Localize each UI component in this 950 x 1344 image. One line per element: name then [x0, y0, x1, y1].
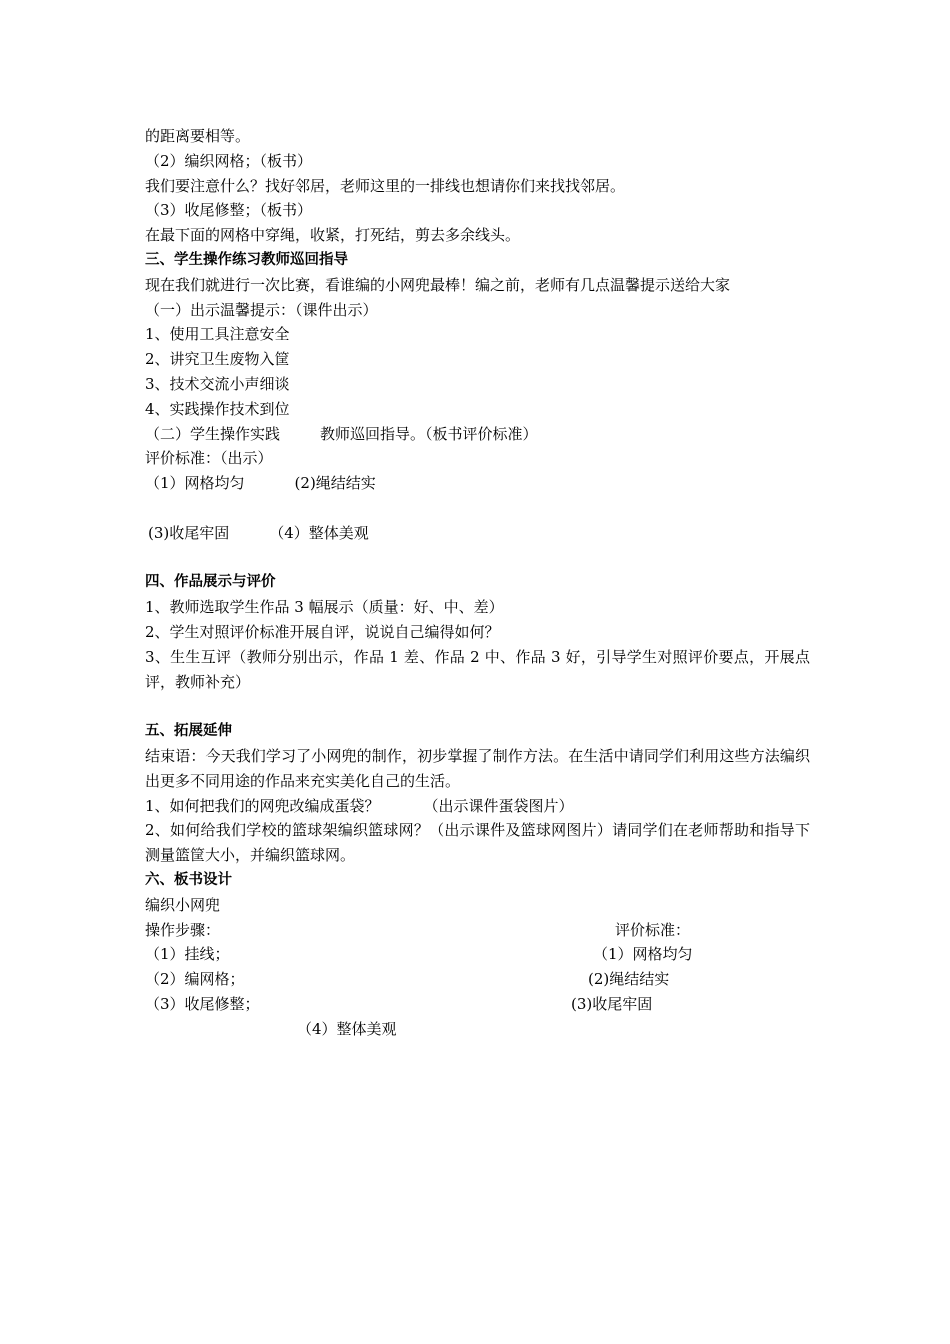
section-heading: 四、作品展示与评价 [145, 574, 276, 591]
blank-line [145, 546, 810, 571]
blank-line [145, 694, 810, 719]
criteria-item: （4）整体美观 [297, 1019, 397, 1038]
criteria-item: (3)收尾牢固 [571, 994, 653, 1013]
board-row [145, 992, 810, 1017]
blank-line [145, 496, 810, 521]
text-line: （3）收尾修整；（板书） [145, 201, 313, 220]
practice-guide: 教师巡回指导。（板书评价标准） [320, 424, 538, 443]
list-item: 2、学生对照评价标准开展自评，说说自己编得如何？ [145, 622, 500, 641]
practice-label: （二）学生操作实践 [145, 424, 281, 443]
criteria-item: （4）整体美观 [269, 523, 369, 542]
board-title: 编织小网兜 [145, 895, 221, 914]
section-heading: 六、板书设计 [145, 871, 232, 888]
text-line: 评价标准：（出示） [145, 449, 273, 468]
question-text: 1、如何把我们的网兜改编成蛋袋？ [145, 796, 380, 815]
text-line: （2）编织网格；（板书） [145, 151, 313, 170]
list-item: 4、实践操作技术到位 [145, 399, 290, 418]
list-item: 3、生生互评（教师分别出示，作品 1 差、作品 2 中、作品 3 好，引导学生对照评价要点，开展点评，教师补充） [145, 647, 810, 691]
list-item: 2、讲究卫生废物入筐 [145, 350, 290, 369]
document-body [145, 124, 810, 1041]
text-line: 我们要注意什么？找好邻居，老师这里的一排线也想请你们来找找邻居。 [145, 176, 626, 195]
list-item: 2、如何给我们学校的篮球架编织篮球网？（出示课件及篮球网图片）请同学们在老师帮助和指导下测量篮筐大小，并编织篮球网。 [145, 821, 810, 865]
list-item: 1、使用工具注意安全 [145, 325, 290, 344]
list-item: 3、技术交流小声细谈 [145, 374, 290, 393]
board-row [145, 918, 810, 943]
criteria-item: (2)绳结结实 [294, 474, 376, 493]
text-line: 的距离要相等。 [145, 127, 251, 145]
board-row [145, 1017, 810, 1042]
criteria-row [145, 471, 810, 496]
list-item [145, 794, 810, 819]
step-item: （1）挂线； [145, 945, 230, 964]
criteria-label: 评价标准： [615, 920, 691, 939]
section-heading: 三、学生操作练习教师巡回指导 [145, 251, 348, 268]
board-row [145, 967, 810, 992]
criteria-row [145, 521, 810, 546]
criteria-item: （1）网格均匀 [145, 474, 245, 493]
criteria-item: (3)收尾牢固 [148, 523, 230, 542]
question-note: （出示课件蛋袋图片） [423, 796, 574, 815]
list-item: 1、教师选取学生作品 3 幅展示（质量：好、中、差） [145, 598, 504, 617]
section-heading: 五、拓展延伸 [145, 723, 232, 740]
step-item: （3）收尾修整； [145, 994, 260, 1013]
text-line: （一）出示温馨提示：（课件出示） [145, 300, 378, 319]
steps-label: 操作步骤： [145, 920, 221, 939]
criteria-item: (2)绳结结实 [588, 970, 670, 989]
board-row [145, 942, 810, 967]
criteria-item: （1）网格均匀 [593, 945, 693, 964]
text-line: 在最下面的网格中穿绳，收紧，打死结，剪去多余线头。 [145, 226, 521, 245]
text-line [145, 422, 810, 447]
paragraph: 结束语：今天我们学习了小网兜的制作，初步掌握了制作方法。在生活中请同学们利用这些方法编织出更多不同用途的作品来充实美化自己的生活。 [145, 746, 810, 790]
step-item: （2）编网格； [145, 970, 245, 989]
text-line: 现在我们就进行一次比赛，看谁编的小网兜最棒！编之前，老师有几点温馨提示送给大家 [145, 275, 731, 294]
